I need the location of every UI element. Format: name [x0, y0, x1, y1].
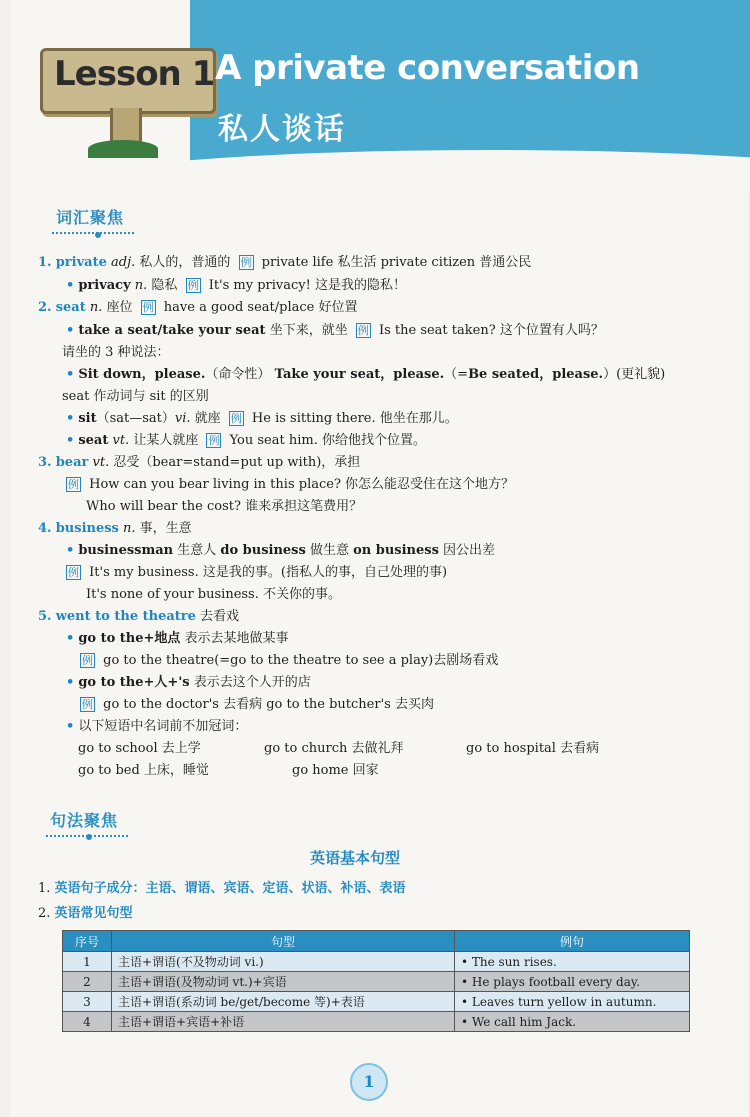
vocab-item-2 [38, 299, 357, 317]
point-text: 英语句子成分：主语、谓语、宾语、定语、状语、补语、表语 [54, 881, 406, 896]
table-row [63, 992, 690, 1012]
phrase: go to school 去上学 [78, 741, 201, 756]
row-example: • We call him Jack. [455, 1012, 690, 1032]
row-example: • The sun rises. [455, 952, 690, 972]
vocab-item-1 [38, 254, 531, 272]
lesson-title-en: A private conversation [215, 48, 640, 88]
part-of-speech: n. [134, 278, 148, 293]
phrase: businessman [78, 543, 174, 558]
business-phrases: • businessman 生意人 do business 做生意 on business 因公出差 [66, 543, 496, 558]
meaning: 让某人就座 [129, 433, 203, 448]
vocab-sit: • sit（sat—sat）vi. 就座 例 He is sitting there. 他坐在那儿。 [66, 411, 458, 426]
example-mark: 例 [230, 412, 242, 425]
example-mark: 例 [187, 279, 199, 292]
vocab-word: sit [78, 411, 97, 426]
row-number: 3 [63, 992, 112, 1012]
row-number: 2 [63, 972, 112, 992]
meaning: 座位 [102, 300, 137, 315]
meaning: 表示去某地做某事 [180, 631, 289, 646]
vocab-word: business [55, 521, 119, 536]
meaning: 忍受（bear=stand=put up with)，承担 [109, 455, 361, 470]
vocab-word: take a seat/take your seat [78, 323, 266, 338]
example-mark: 例 [82, 654, 93, 667]
no-article-note: • 以下短语中名词前不加冠词： [66, 719, 248, 734]
grass-icon [88, 140, 158, 158]
example-line [76, 652, 498, 670]
col-header: 例句 [455, 931, 690, 952]
phrase: go home 回家 [292, 763, 379, 778]
item-number: 3. [38, 455, 52, 470]
col-header: 序号 [63, 931, 112, 952]
vocab-word: private [55, 255, 107, 270]
vocab-seat-vt: • seat vt. 让某人就座 例 You seat him. 你给他找个位置。 [66, 433, 426, 448]
phrase-note: （= [444, 367, 469, 382]
vocab-item-3 [38, 454, 360, 472]
phrase: go to church 去做礼拜 [264, 741, 404, 756]
note-line: seat 作动词与 sit 的区别 [62, 389, 209, 404]
page-number: 1 [350, 1063, 388, 1101]
phrase: Be seated，please. [468, 367, 604, 382]
example-text: Is the seat taken? 这个位置有人吗？ [374, 323, 604, 338]
meaning: 表示去这个人开的店 [189, 675, 311, 690]
phrase: go to hospital 去看病 [466, 741, 600, 756]
example-line: It's none of your business. 不关你的事。 [86, 587, 341, 602]
phrase-meaning: 因公出差 [438, 543, 496, 558]
item-number: 4. [38, 521, 52, 536]
row-pattern: 主语+谓语(及物动词 vt.)+宾语 [112, 972, 455, 992]
example-line: Who will bear the cost? 谁来承担这笔费用？ [86, 499, 363, 514]
item-number: 1. [38, 255, 52, 270]
item-number: 2. [38, 300, 52, 315]
syntax-point-1 [38, 880, 406, 898]
meaning: 隐私 [147, 278, 182, 293]
phrase-row [78, 740, 201, 758]
part-of-speech: vt. [112, 433, 130, 448]
phrase: do business [220, 543, 306, 558]
phrase: go to bed 上床，睡觉 [78, 763, 209, 778]
example-line [62, 476, 514, 494]
seat-phrases: • Sit down，please.（命令性） Take your seat，please.（=Be seated，please.）(更礼貌) [66, 367, 666, 382]
example-text: It's my business. 这是我的事。(指私人的事，自己处理的事) [85, 565, 448, 580]
meaning: 事，生意 [135, 521, 192, 536]
meaning: 去看戏 [195, 609, 240, 624]
example-text: You seat him. 你给他找个位置。 [225, 433, 426, 448]
example-text: He is sitting there. 他坐在那儿。 [247, 411, 458, 426]
phrase-note: （命令性） [205, 367, 271, 382]
phrase: Take your seat，please. [274, 367, 445, 382]
heading-dot [95, 232, 101, 238]
go-to-the-place: • go to the+地点 表示去某地做某事 [66, 631, 289, 646]
vocab-item-1-sub: • privacy n. 隐私 例 It's my privacy! 这是我的隐私！ [66, 278, 407, 293]
col-header: 句型 [112, 931, 455, 952]
example-line [62, 564, 447, 582]
phrase-meaning: 生意人 [173, 543, 221, 558]
heading-dot [86, 834, 92, 840]
example-text: How can you bear living in this place? 你怎么能忍受住在这个地方？ [85, 477, 515, 492]
item-number: 1. [38, 881, 51, 896]
section-syntax-heading: 句法聚焦 [50, 808, 118, 831]
phrase-meaning: 做生意 [305, 543, 354, 558]
row-number: 1 [63, 952, 112, 972]
row-pattern: 主语+谓语(系动词 be/get/become 等)+表语 [112, 992, 455, 1012]
phrase: go to the+人+'s [78, 675, 190, 690]
example-text: private life 私生活 private citizen 普通公民 [257, 255, 532, 270]
lesson-label: Lesson 1 [54, 54, 215, 94]
example-mark: 例 [82, 698, 93, 711]
example-line [76, 696, 434, 714]
point-text: 英语常见句型 [54, 906, 133, 921]
vocab-word: bear [55, 455, 89, 470]
example-text: go to the theatre(=go to the theatre to see a play)去剧场看戏 [99, 653, 499, 668]
part-of-speech: n. [123, 521, 136, 536]
example-text: It's my privacy! 这是我的隐私！ [204, 278, 407, 293]
table-header-row [63, 931, 690, 952]
row-pattern: 主语+谓语(不及物动词 vi.) [112, 952, 455, 972]
item-number: 5. [38, 609, 52, 624]
row-example: • Leaves turn yellow in autumn. [455, 992, 690, 1012]
row-number: 4 [63, 1012, 112, 1032]
table-row [63, 972, 690, 992]
meaning: 就座 [190, 411, 225, 426]
part-of-speech: vi. [174, 411, 191, 426]
note-line: 请坐的 3 种说法： [62, 345, 170, 360]
vocab-word: went to the theatre [55, 609, 196, 624]
example-mark: 例 [68, 566, 79, 579]
vocab-word: seat [78, 433, 109, 448]
vocab-word: privacy [78, 278, 131, 293]
syntax-center-title: 英语基本句型 [310, 849, 401, 867]
sentence-pattern-table [62, 930, 690, 1032]
part-of-speech: adj. [111, 255, 136, 270]
phrase-note: ）(更礼貌) [603, 367, 666, 382]
row-pattern: 主语+谓语+宾语+补语 [112, 1012, 455, 1032]
lesson-title-cn: 私人谈话 [218, 112, 346, 147]
example-mark: 例 [240, 256, 252, 269]
example-mark: 例 [142, 301, 154, 314]
meaning: 私人的，普通的 [135, 255, 235, 270]
go-to-the-person: • go to the+人+'s 表示去这个人开的店 [66, 675, 311, 690]
note-text: 以下短语中名词前不加冠词： [78, 719, 248, 734]
example-mark: 例 [208, 434, 220, 447]
example-text: go to the doctor's 去看病 go to the butcher's 去买肉 [99, 697, 434, 712]
vocab-item-2-sub: • take a seat/take your seat 坐下来，就坐 例 Is the seat taken? 这个位置有人吗？ [66, 323, 604, 338]
syntax-point-2 [38, 905, 133, 923]
example-text: have a good seat/place 好位置 [159, 300, 358, 315]
row-example: • He plays football every day. [455, 972, 690, 992]
part-of-speech: vt. [92, 455, 110, 470]
section-vocab-heading: 词汇聚焦 [56, 205, 124, 228]
phrase: on business [353, 543, 439, 558]
meaning: 坐下来，就坐 [265, 323, 352, 338]
vocab-item-5 [38, 608, 239, 626]
vocab-item-4 [38, 520, 192, 538]
table-row [63, 1012, 690, 1032]
phrase: go to the+地点 [78, 631, 181, 646]
phrase: Sit down，please. [78, 367, 206, 382]
vocab-word: seat [55, 300, 86, 315]
verb-forms: （sat—sat） [96, 411, 175, 426]
example-mark: 例 [68, 478, 79, 491]
part-of-speech: n. [89, 300, 103, 315]
table-row [63, 952, 690, 972]
item-number: 2. [38, 906, 51, 921]
example-mark: 例 [357, 324, 369, 337]
